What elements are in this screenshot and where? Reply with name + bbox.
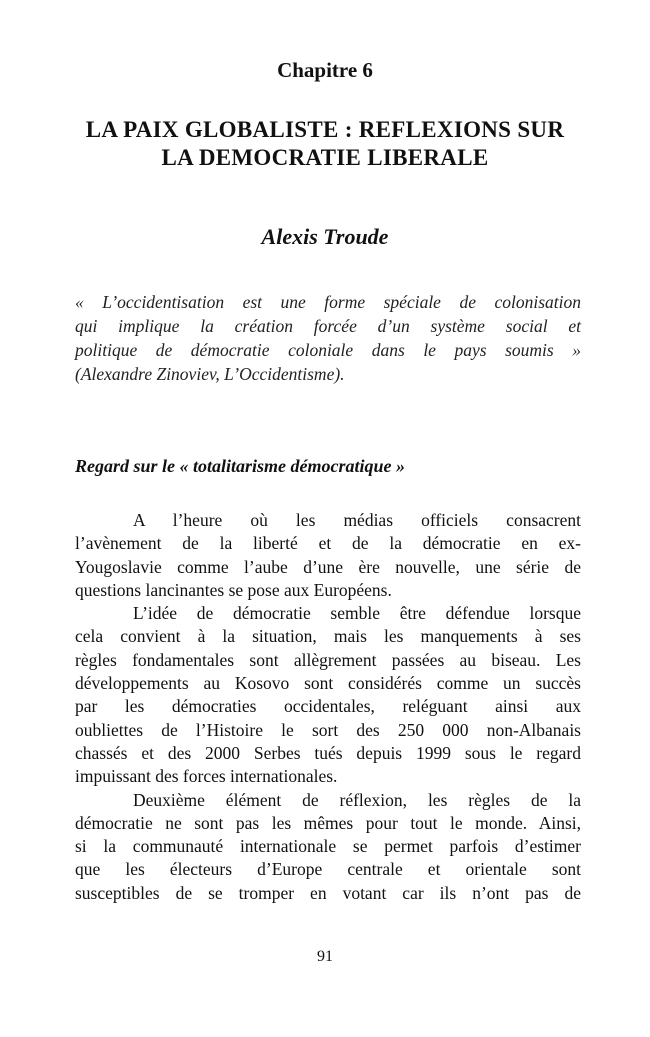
epigraph [75,290,581,386]
body-line: si la communauté internationale se permet parfois d’estimer [75,836,581,857]
body-line: oubliettes de l’Histoire le sort des 250 000 non-Albanais [75,719,581,740]
body-line: règles fondamentales sont allègrement passées au biseau. Les [75,649,581,670]
body-line: Deuxième élément de réflexion, les règles de la [133,789,581,810]
author-name: Alexis Troude [261,224,389,249]
body-line: Yougoslavie comme l’aube d’une ère nouvelle, une série de [75,556,581,577]
epigraph-line: « L’occidentisation est une forme spéciale de colonisation [75,292,581,312]
body-line: l’avènement de la liberté et de la démocratie en ex- [75,533,581,554]
body-line: susceptibles de se tromper en votant car ils n’ont pas de [75,882,581,903]
chapter-label: Chapitre 6 [277,58,373,82]
body-text [75,509,581,905]
title-line: LA PAIX GLOBALISTE : REFLEXIONS SUR [85,117,565,142]
body-line: développements au Kosovo sont considérés comme un succès [75,673,581,694]
body-line: cela convient à la situation, mais les manquements à ses [75,626,581,647]
section-heading: Regard sur le « totalitarisme démocratique » [75,456,406,476]
body-line: impuissant des forces internationales. [75,766,338,787]
epigraph-line: qui implique la création forcée d’un système social et [75,316,581,336]
body-line: questions lancinantes se pose aux Européens. [75,579,392,600]
body-line: L’idée de démocratie semble être défendue lorsque [133,603,581,624]
chapter-title [0,116,650,172]
body-line: que les électeurs d’Europe centrale et orientale sont [75,859,581,880]
epigraph-line: politique de démocratie coloniale dans le pays soumis » [75,340,581,360]
body-line: A l’heure où les médias officiels consacrent [133,510,581,530]
title-line: LA DEMOCRATIE LIBERALE [161,145,489,170]
body-line: démocratie ne sont pas les mêmes pour tout le monde. Ainsi, [75,812,581,833]
body-line: chassés et des 2000 Serbes tués depuis 1999 sous le regard [75,742,581,763]
epigraph-line: (Alexandre Zinoviev, L’Occidentisme). [75,364,345,384]
page-number: 91 [317,948,333,965]
body-line: par les démocraties occidentales, reléguant ainsi aux [75,696,581,717]
